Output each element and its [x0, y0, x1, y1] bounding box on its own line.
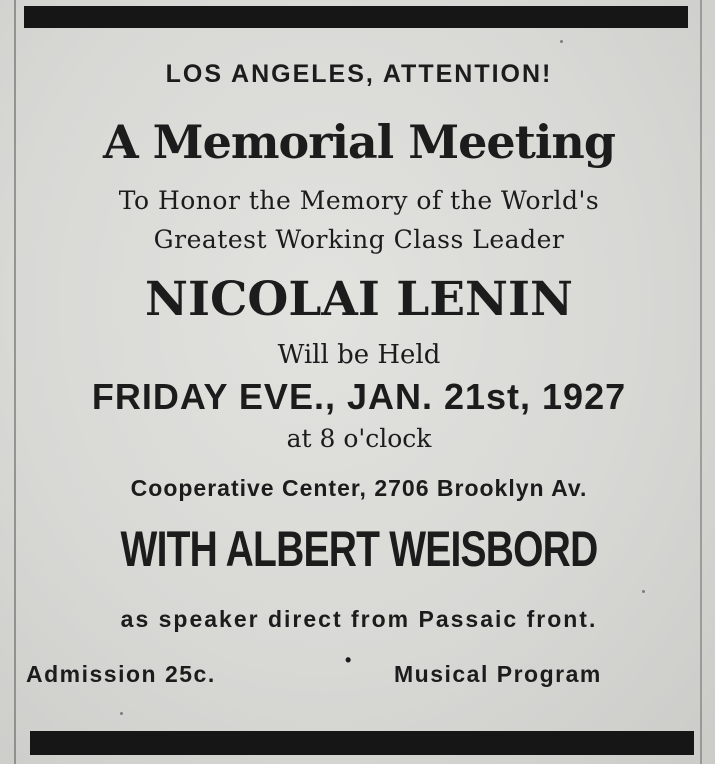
event-location: Cooperative Center, 2706 Brooklyn Av.	[130, 475, 588, 501]
musical-program: Musical Program	[394, 661, 602, 687]
bottom-border-rule	[30, 731, 694, 755]
attention-line: LOS ANGELES, ATTENTION!	[165, 60, 553, 88]
subtitle-line-1: To Honor the Memory of the World's	[118, 186, 600, 215]
separator-dot: •	[345, 650, 352, 670]
honoree-name: NICOLAI LENIN	[145, 272, 573, 327]
will-be-held-line: Will be Held	[277, 340, 441, 370]
speaker-line: WITH ALBERT WEISBORD	[120, 521, 598, 577]
event-date: FRIDAY EVE., JAN. 21st, 1927	[91, 376, 627, 417]
top-border-rule	[24, 6, 688, 28]
print-speck	[560, 40, 563, 43]
admission-price: Admission 25c.	[26, 661, 216, 687]
event-time: at 8 o'clock	[286, 424, 432, 453]
print-speck	[120, 712, 123, 715]
print-speck	[642, 590, 645, 593]
subtitle-line-2: Greatest Working Class Leader	[153, 225, 565, 254]
headline: A Memorial Meeting	[102, 115, 616, 169]
speaker-note: as speaker direct from Passaic front.	[120, 606, 598, 632]
